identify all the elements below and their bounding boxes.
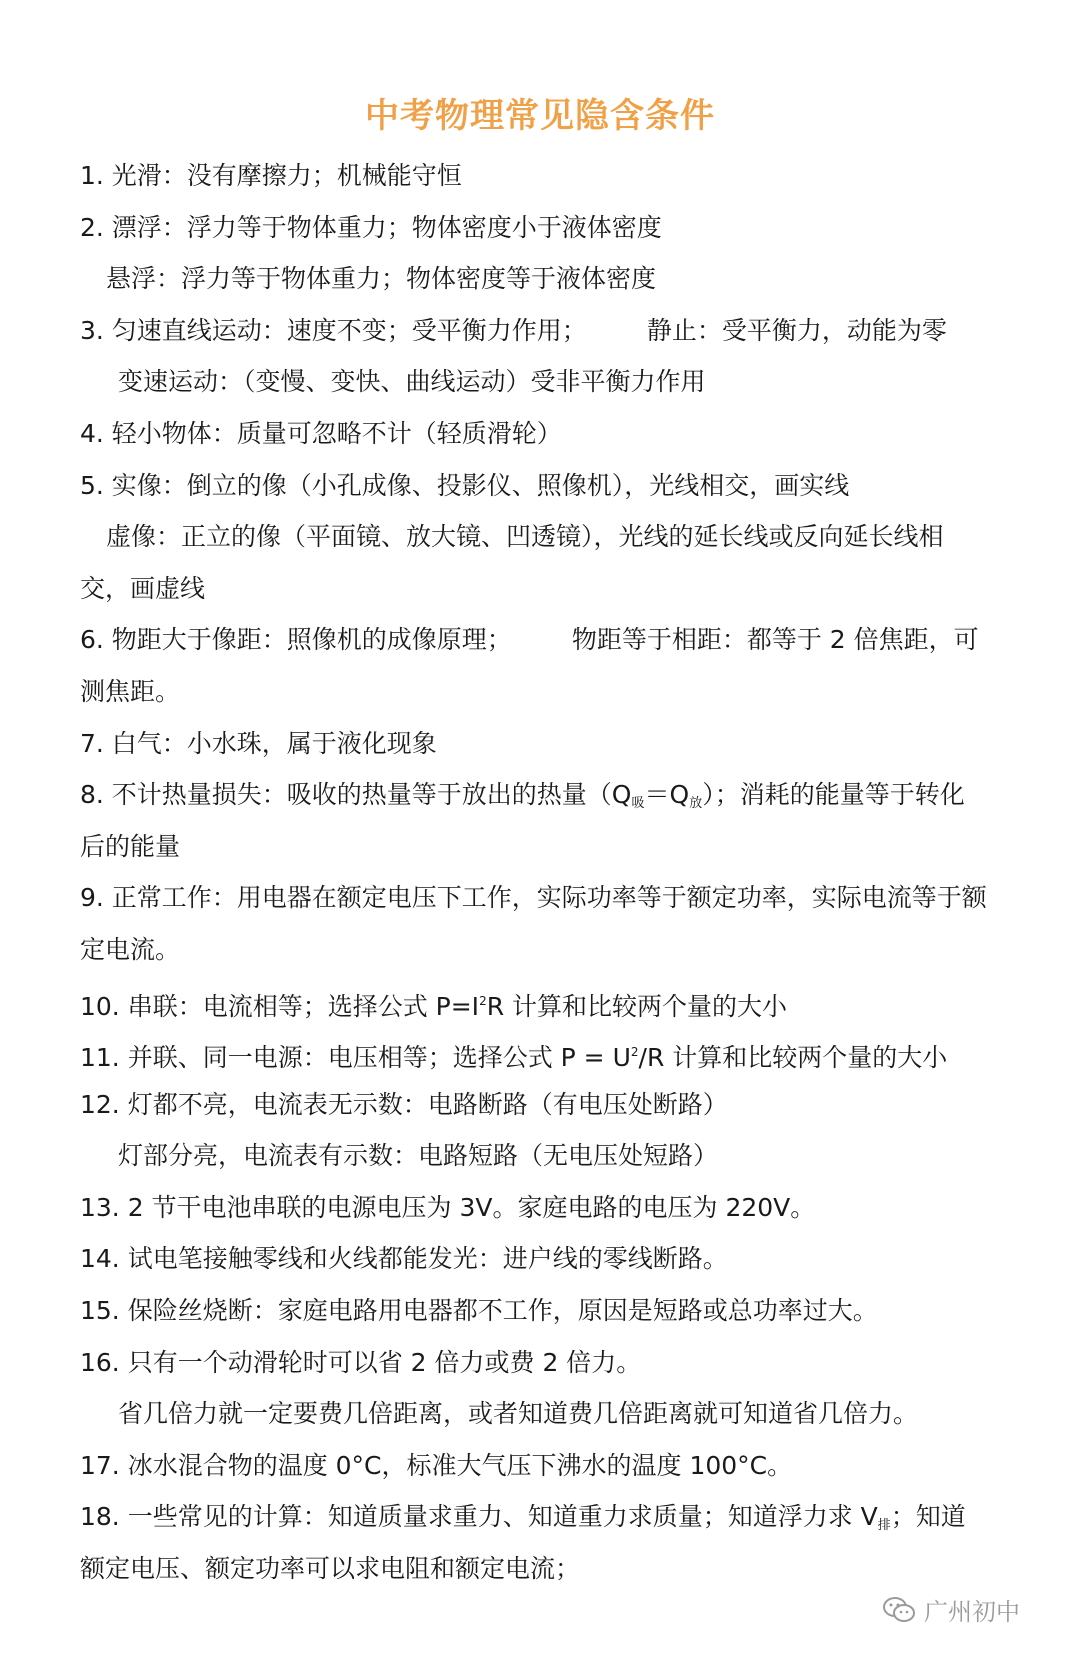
item-text: 7. 白气：小水珠，属于液化现象 (80, 728, 437, 758)
wechat-icon (882, 1595, 916, 1625)
watermark-text: 广州初中 (924, 1598, 1020, 1626)
item-text: 10. 串联：电流相等；选择公式 P=I (80, 991, 480, 1021)
list-item (80, 614, 1020, 666)
item-text: 9. 正常工作：用电器在额定电压下工作，实际功率等于额定功率，实际电流等于额 (80, 883, 987, 913)
list-item (80, 1285, 1020, 1337)
subscript: 吸 (631, 796, 645, 812)
item-text: 17. 冰水混合物的温度 0°C，标准大气压下沸水的温度 100°C。 (80, 1450, 793, 1480)
list-item (80, 408, 1020, 460)
item-text: 额定电压、额定功率可以求电阻和额定电流； (80, 1554, 581, 1584)
list-item (80, 1027, 1020, 1079)
item-text: 虚像：正立的像（平面镜、放大镜、凹透镜），光线的延长线或反向延长线相 (106, 522, 944, 552)
item-text: 4. 轻小物体：质量可忽略不计（轻质滑轮） (80, 418, 562, 448)
item-text: R 计算和比较两个量的大小 (486, 991, 788, 1021)
item-text: 省几倍力就一定要费几倍距离，或者知道费几倍距离就可知道省几倍力。 (118, 1399, 919, 1429)
superscript: 2 (630, 1045, 639, 1060)
list-item (80, 976, 1020, 1028)
superscript: 2 (479, 993, 487, 1008)
item-text: 18. 一些常见的计算：知道质量求重力、知道重力求质量；知道浮力求 V (80, 1502, 878, 1532)
item-text: ＝Q (644, 780, 690, 810)
list-item (80, 872, 1020, 924)
item-text: 变速运动：（变慢、变快、曲线运动）受非平衡力作用 (118, 367, 706, 397)
item-text: 定电流。 (80, 934, 181, 964)
list-item (80, 356, 1020, 408)
item-text: 静止：受平衡力，动能为零 (646, 315, 947, 345)
list-item (80, 718, 1020, 770)
subscript: 排 (877, 1518, 891, 1534)
item-text: 灯部分亮，电流表有示数：电路短路（无电压处短路） (118, 1141, 719, 1171)
item-text: 后的能量 (80, 831, 181, 861)
item-text: 15. 保险丝烧断：家庭电路用电器都不工作，原因是短路或总功率过大。 (80, 1296, 878, 1326)
item-text: 6. 物距大于像距：照像机的成像原理； (80, 625, 512, 655)
document-title: 中考物理常见隐含条件 (365, 96, 715, 136)
item-text: 5. 实像：倒立的像（小孔成像、投影仪、照像机），光线相交，画实线 (80, 470, 850, 500)
item-text: 2. 漂浮：浮力等于物体重力；物体密度小于液体密度 (80, 212, 662, 242)
item-text: 12. 灯都不亮，电流表无示数：电路断路（有电压处断路） (80, 1089, 728, 1119)
list-item (80, 1543, 1020, 1595)
item-text: 8. 不计热量损失：吸收的热量等于放出的热量（Q (80, 780, 632, 810)
list-item (80, 924, 1020, 976)
item-text: 1. 光滑：没有摩擦力；机械能守恒 (80, 161, 462, 190)
item-text: 物距等于相距：都等于 2 倍焦距，可 (571, 625, 979, 655)
subscript: 放 (689, 796, 703, 812)
item-text: 交，画虚线 (80, 573, 206, 603)
list-item (80, 511, 1020, 563)
list-item (80, 1440, 1020, 1492)
list-item (80, 563, 1020, 615)
item-text: 3. 匀速直线运动：速度不变；受平衡力作用； (80, 315, 587, 345)
item-text: 13. 2 节干电池串联的电源电压为 3V。家庭电路的电压为 220V。 (80, 1192, 816, 1222)
list-item (80, 253, 1020, 305)
item-text: /R 计算和比较两个量的大小 (638, 1043, 948, 1073)
list-item (80, 150, 1020, 202)
list-item (80, 769, 1020, 821)
list-item (80, 1079, 1020, 1131)
item-text: 16. 只有一个动滑轮时可以省 2 倍力或费 2 倍力。 (80, 1347, 642, 1377)
list-item (80, 202, 1020, 254)
item-text: 11. 并联、同一电源：电压相等；选择公式 P = U (80, 1043, 631, 1073)
watermark (882, 1592, 1020, 1627)
list-item (80, 1182, 1020, 1234)
item-text: ；知道 (890, 1502, 966, 1532)
item-text: 悬浮：浮力等于物体重力；物体密度等于液体密度 (106, 264, 657, 294)
list-item (80, 1388, 1020, 1440)
list-item (80, 1337, 1020, 1389)
item-text: 14. 试电笔接触零线和火线都能发光：进户线的零线断路。 (80, 1244, 728, 1274)
item-text: 测焦距。 (80, 676, 181, 706)
list-item (80, 1130, 1020, 1182)
list-item (80, 460, 1020, 512)
item-text: ）；消耗的能量等于转化 (702, 780, 965, 810)
list-item (80, 1491, 1020, 1543)
list-item (80, 1233, 1020, 1285)
list-item (80, 666, 1020, 718)
list-item (80, 305, 1020, 357)
list-item (80, 821, 1020, 873)
conditions-list (80, 150, 1020, 1595)
